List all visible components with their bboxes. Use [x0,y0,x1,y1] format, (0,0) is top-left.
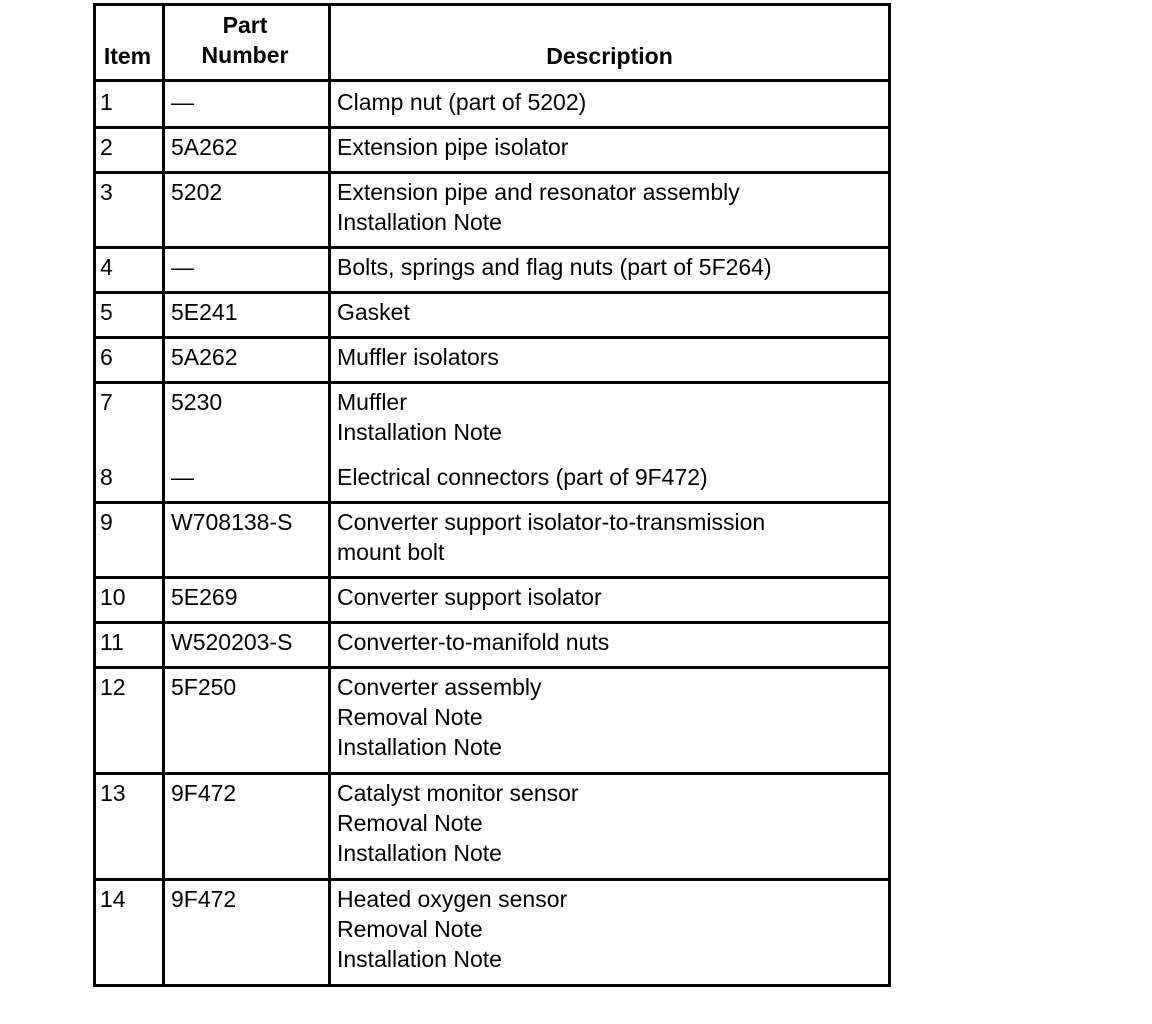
part-number: 5E269 [171,584,238,610]
item-number: 11 [100,629,124,655]
column-divider-item [162,3,165,984]
part-number: 5F250 [171,674,237,700]
part-number: 5202 [171,179,223,205]
item-number: 2 [100,134,113,160]
part-number: 5E241 [171,299,238,325]
part-number: 9F472 [171,886,237,912]
item-number: 13 [100,780,126,806]
header-description: Description [546,43,673,69]
description-line: Clamp nut (part of 5202) [337,89,587,115]
parts-table [93,3,891,984]
item-number: 8 [100,464,113,490]
description-line: Converter support isolator [337,584,602,610]
row-separator [93,621,891,624]
description-line: Converter support isolator-to-transmission [337,509,766,535]
part-number: — [171,89,194,115]
part-number: — [171,254,194,280]
right-border [888,3,891,987]
table-top-border [93,3,891,6]
description-line: Extension pipe isolator [337,134,569,160]
description-line: Installation Note [337,734,502,760]
row-separator [93,126,891,129]
row-separator [93,772,891,775]
part-number: 5A262 [171,134,238,160]
description-line: Muffler isolators [337,344,499,370]
row-separator [93,291,891,294]
item-number: 4 [100,254,113,280]
description-line: Converter assembly [337,674,542,700]
description-line: Heated oxygen sensor [337,886,568,912]
description-line: Muffler [337,389,407,415]
header-item: Item [103,43,152,69]
row-separator [93,381,891,384]
left-border [93,3,96,984]
description-line: Removal Note [337,810,483,836]
row-separator [93,336,891,339]
row-separator [93,666,891,669]
header-part-number-line2: Number [201,42,289,68]
row-separator [93,878,891,881]
description-line: Installation Note [337,419,502,445]
description-line: Removal Note [337,704,483,730]
description-line: Catalyst monitor sensor [337,780,579,806]
item-number: 1 [100,89,113,115]
part-number: W708138-S [171,509,293,535]
part-number: — [171,464,194,490]
item-number: 14 [100,886,126,912]
part-number: 5230 [171,389,223,415]
item-number: 3 [100,179,113,205]
description-line: Gasket [337,299,410,325]
row-separator [93,171,891,174]
description-line: Extension pipe and resonator assembly [337,179,740,205]
description-line: Removal Note [337,916,483,942]
column-divider-part [328,3,331,984]
description-line: Installation Note [337,840,502,866]
part-number: W520203-S [171,629,293,655]
item-number: 12 [100,674,126,700]
part-number: 9F472 [171,780,237,806]
item-number: 5 [100,299,113,325]
description-line: Converter-to-manifold nuts [337,629,610,655]
row-separator [93,501,891,504]
header-part-number-line1: Part [222,12,268,38]
row-separator [93,576,891,579]
row-separator [93,246,891,249]
item-number: 9 [100,509,113,535]
item-number: 6 [100,344,113,370]
description-line: mount bolt [337,539,445,565]
part-number: 5A262 [171,344,238,370]
table-bottom-border [93,984,891,987]
item-number: 10 [100,584,126,610]
description-line: Bolts, springs and flag nuts (part of 5F264) [337,254,772,280]
description-line: Electrical connectors (part of 9F472) [337,464,708,490]
description-line: Installation Note [337,946,502,972]
header-separator [93,79,891,82]
item-number: 7 [100,389,113,415]
description-line: Installation Note [337,209,502,235]
